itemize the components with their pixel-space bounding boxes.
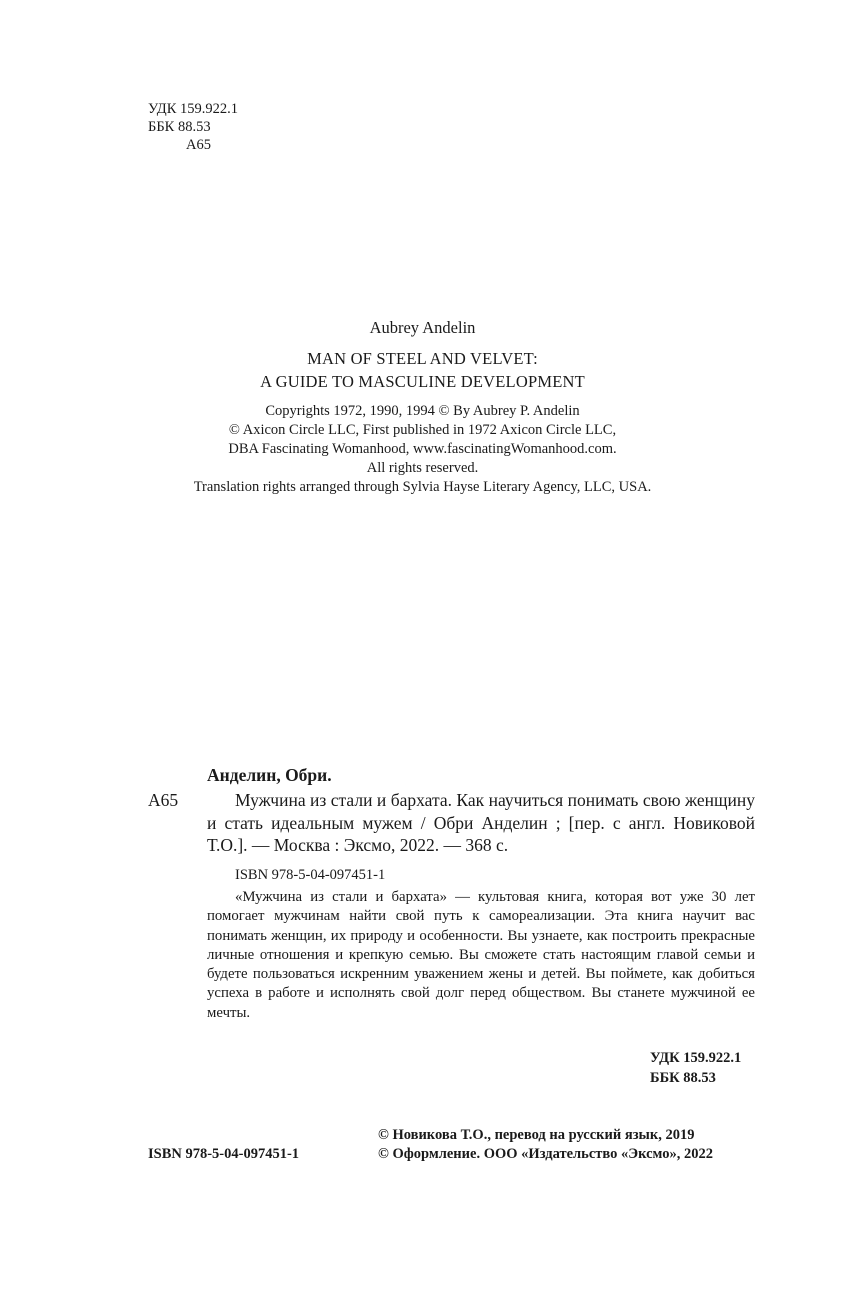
- original-rights: [0, 402, 845, 497]
- rights-line: All rights reserved.: [366, 460, 479, 476]
- rights-line: Copyrights 1972, 1990, 1994 © By Aubrey P. Andelin: [265, 403, 580, 419]
- card-description: Мужчина из стали и бархата. Как научиться понимать свою женщину и стать идеальным мужем / Обри Анделин ; [пер. с англ. Новиковой Т.О.]. — Москва : Эксмо, 2022. — 368 с.: [207, 790, 755, 855]
- card-annotation: «Мужчина из стали и бархата» — культовая книга, которая вот уже 30 лет помогает мужчинам найти свой путь к самореализации. Эта книга научит вас понимать женщин, их природу и особенности. Вы узнаете, как построить прекрасные личные отношения и крепкую семью. Вы сможете стать настоящим главой семьи и будете пользоваться искренним уважением жены и детей. Вы поймете, как добиться успеха в работе и исполнять свой долг перед обществом. Вы станете мужчиной ее мечты.: [207, 889, 755, 1021]
- copyright-design: © Оформление. ООО «Издательство «Эксмо», 2022: [378, 1146, 713, 1162]
- card-udc-code: УДК 159.922.1: [650, 1050, 742, 1066]
- rights-line: Translation rights arranged through Sylvia Hayse Literary Agency, LLC, USA.: [193, 479, 652, 495]
- original-author: Aubrey Andelin: [369, 318, 476, 337]
- rights-line: DBA Fascinating Womanhood, www.fascinatingWomanhood.com.: [228, 441, 617, 457]
- rights-line: © Axicon Circle LLC, First published in 1972 Axicon Circle LLC,: [228, 422, 617, 438]
- bottom-copyrights: [378, 1126, 713, 1164]
- classification-block: [148, 100, 238, 154]
- card-isbn: ISBN 978-5-04-097451-1: [235, 867, 386, 883]
- author-mark: А65: [186, 137, 211, 153]
- original-title-line2: A GUIDE TO MASCULINE DEVELOPMENT: [260, 372, 585, 391]
- udc-code: УДК 159.922.1: [148, 101, 238, 117]
- original-title-line1: MAN OF STEEL AND VELVET:: [307, 349, 538, 368]
- card-classification: [650, 1048, 741, 1088]
- card-bbk-code: ББК 88.53: [650, 1070, 716, 1086]
- original-title: [0, 347, 845, 393]
- bottom-isbn: ISBN 978-5-04-097451-1: [148, 1146, 300, 1162]
- bbk-code: ББК 88.53: [148, 119, 211, 135]
- copyright-translation: © Новикова Т.О., перевод на русский язык, 2019: [378, 1127, 695, 1143]
- card-code: А65: [148, 790, 179, 810]
- card-author-heading: Анделин, Обри.: [207, 765, 332, 785]
